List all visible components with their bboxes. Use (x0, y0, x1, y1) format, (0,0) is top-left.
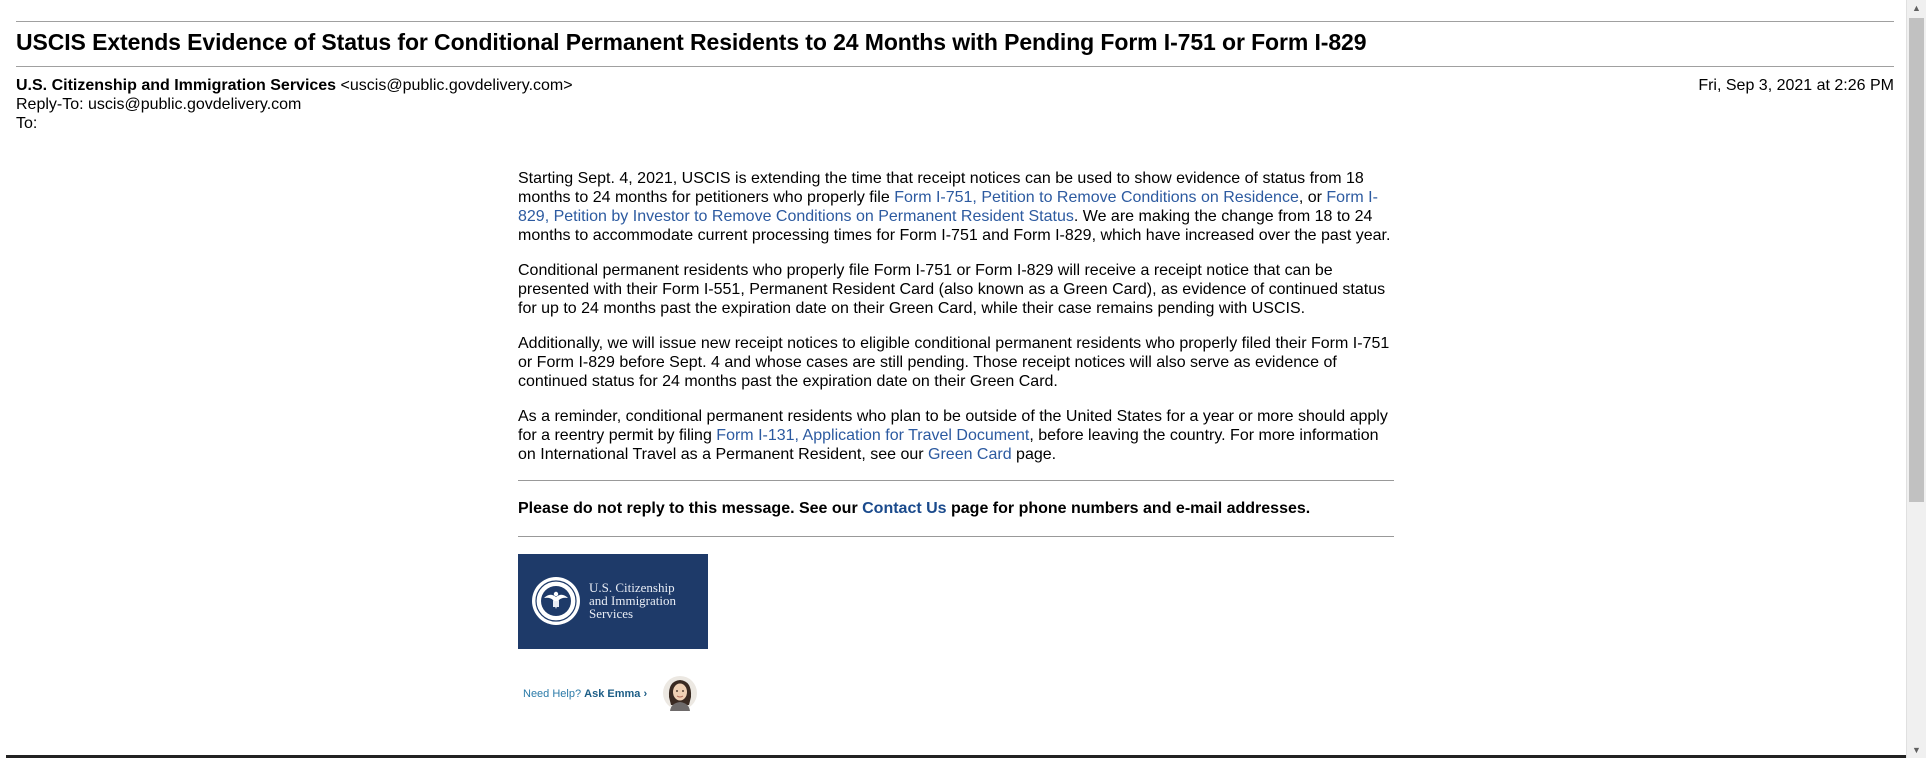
uscis-logo[interactable] (518, 554, 708, 649)
dhs-seal-icon (531, 576, 581, 626)
email-body (518, 169, 1394, 715)
subject-divider (16, 66, 1894, 67)
form-i829-link[interactable]: Form I-829, Petition by Investor to Remove Conditions on Permanent Resident Status (518, 189, 1378, 225)
paragraph-3: Additionally, we will issue new receipt notices to eligible conditional permanent residents who properly filed their Form I-751 or Form I-829 before Sept. 4 and whose cases are still pending. Those receipt notices will also serve as evidence of continued status for 24 months past the expiration date on their Green Card. (518, 335, 1390, 390)
do-not-reply-notice: Please do not reply to this message. See our Contact Us page for phone numbers and e-mail addresses. (518, 500, 1311, 517)
scroll-thumb[interactable] (1909, 18, 1924, 502)
to-line: To: (16, 115, 38, 132)
sender-name: U.S. Citizenship and Immigration Services (16, 77, 337, 94)
logo-line-3: Services (589, 606, 634, 621)
notice-top-rule (518, 480, 1394, 481)
email-date: Fri, Sep 3, 2021 at 2:26 PM (1698, 77, 1894, 94)
scroll-down-arrow-icon[interactable]: ▼ (1912, 745, 1921, 755)
logo-line-1: U.S. Citizenship (589, 580, 675, 595)
logo-line-2: and Immigration (589, 593, 677, 608)
email-subject: USCIS Extends Evidence of Status for Conditional Permanent Residents to 24 Months with Pending Form I-751 or Form I-829 (16, 29, 1367, 55)
top-divider (16, 21, 1894, 22)
sender-line (16, 76, 573, 95)
need-help-label: Need Help? (523, 688, 582, 700)
form-i751-link[interactable]: Form I-751, Petition to Remove Conditions on Residence (894, 189, 1299, 206)
reply-to-line: Reply-To: uscis@public.govdelivery.com (16, 96, 302, 113)
scroll-up-arrow-icon[interactable]: ▲ (1912, 3, 1921, 13)
green-card-link[interactable]: Green Card (928, 446, 1012, 463)
form-i131-link[interactable]: Form I-131, Application for Travel Document (716, 427, 1030, 444)
sender-address: <uscis@public.govdelivery.com> (340, 77, 573, 94)
notice-bottom-rule (518, 536, 1394, 537)
paragraph-1: Starting Sept. 4, 2021, USCIS is extending the time that receipt notices can be used to show evidence of status from 18 months to 24 months for petitioners who properly file Form I-751, Petition to Remove Conditions on Residence, or Form I-829, Petition by Investor to Remove Conditions on Permanent Resident Status. We are making the change from 18 to 24 months to accommodate current processing times for Form I-751 and Form I-829, which have increased over the past year. (518, 170, 1391, 244)
ask-emma-link[interactable]: Ask Emma › (584, 688, 648, 700)
ask-emma-banner[interactable] (518, 675, 1394, 715)
emma-avatar-icon (662, 675, 698, 711)
paragraph-4: As a reminder, conditional permanent residents who plan to be outside of the United States for a year or more should apply for a reentry permit by filing Form I-131, Application for Travel Document, before leaving the country. For more information on International Travel as a Permanent Resident, see our Green Card page. (518, 408, 1388, 463)
paragraph-2: Conditional permanent residents who properly file Form I-751 or Form I-829 will receive a receipt notice that can be presented with their Form I-551, Permanent Resident Card (also known as a Green Card), as evidence of continued status for up to 24 months past the expiration date on their Green Card, while their case remains pending with USCIS. (518, 262, 1386, 317)
ask-emma-text (523, 685, 647, 704)
vertical-scrollbar[interactable] (1906, 0, 1926, 758)
email-header (16, 76, 573, 133)
contact-us-link[interactable]: Contact Us (862, 500, 947, 517)
logo-text (589, 581, 676, 620)
